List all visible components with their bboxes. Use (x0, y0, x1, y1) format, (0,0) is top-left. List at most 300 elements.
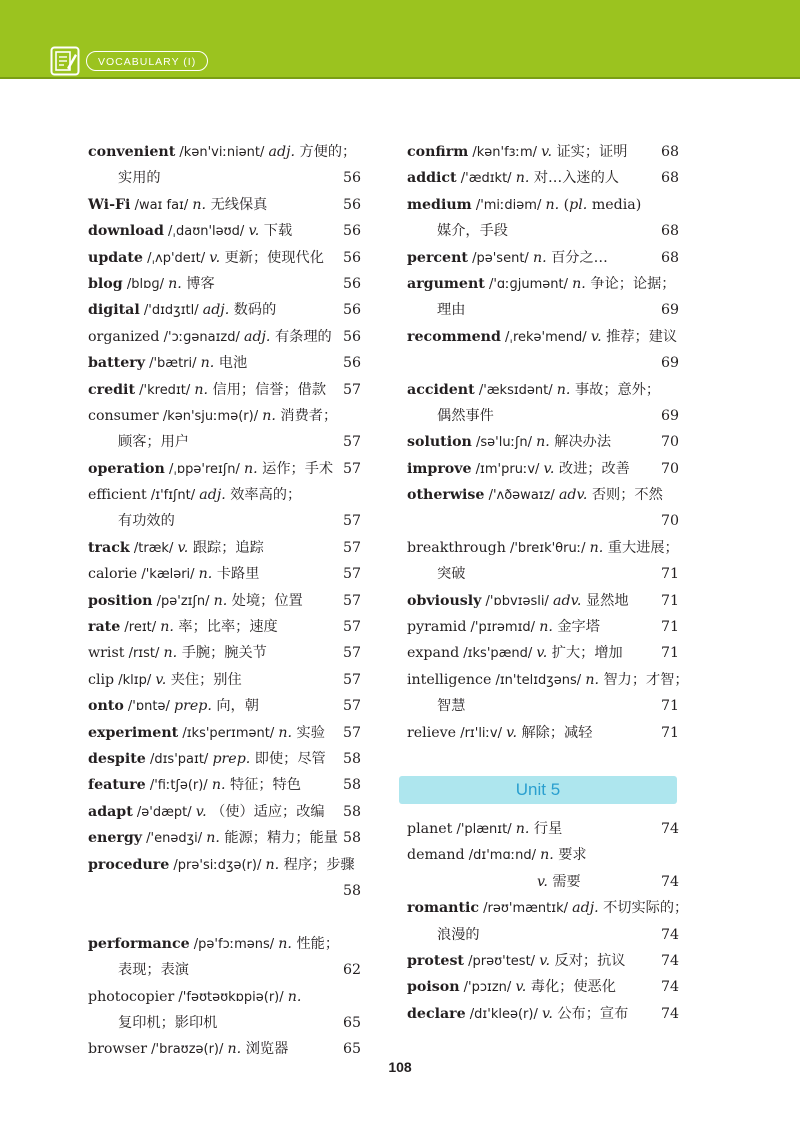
vocab-headword-line (88, 614, 278, 641)
part-of-speech: v. (506, 724, 517, 741)
headword: declare (407, 1005, 466, 1022)
vocab-line (88, 667, 361, 693)
pronunciation: /dɪ'kleə(r)/ (465, 1006, 542, 1022)
definition-text: media) (587, 196, 642, 213)
pronunciation: /'enədʒi/ (142, 831, 207, 847)
part-of-speech: n. (163, 645, 178, 662)
vocab-line (88, 746, 361, 772)
part-of-speech: n. (572, 275, 586, 292)
vocab-line (407, 561, 679, 587)
part-of-speech: v. (539, 952, 551, 969)
vocab-headword-line (407, 588, 629, 615)
part-of-speech: v. (155, 671, 167, 688)
page-reference: 69 (660, 355, 679, 372)
vocab-continuation: 浪漫的 (437, 926, 480, 943)
vocab-headword-line (407, 614, 600, 641)
vocab-line (407, 456, 679, 482)
page-reference: 58 (342, 777, 361, 794)
vocab-line (407, 377, 679, 403)
definition-text: 公布；宣布 (552, 1005, 629, 1022)
vocab-line (88, 957, 361, 983)
page-reference: 57 (342, 539, 361, 556)
vocab-continuation: 智慧 (437, 698, 466, 715)
headword: rate (88, 619, 121, 636)
definition-text: 信用；信誉；借款 (208, 381, 327, 398)
definition-text: 有条理的 (270, 328, 332, 345)
header-divider (0, 77, 800, 79)
headword: position (88, 592, 153, 609)
vocab-line (88, 271, 361, 297)
part-of-speech: n. (515, 820, 530, 837)
pronunciation: /klɪp/ (114, 672, 156, 688)
definition-text: 手腕；腕关节 (177, 645, 267, 662)
part-of-speech: n. (278, 935, 292, 952)
section-label: VOCABULARY (I) (86, 51, 208, 71)
page-reference: 58 (342, 803, 361, 820)
pronunciation: /waɪ faɪ/ (130, 197, 193, 213)
definition-text: efficient (88, 487, 147, 504)
headword: experiment (88, 724, 179, 741)
vocab-headword-line (88, 324, 332, 351)
definition-text: 行星 (529, 820, 563, 837)
definition-text: calorie (88, 566, 138, 583)
vocab-headword-line (88, 297, 276, 324)
definition-text: 消费者； (275, 407, 338, 424)
part-of-speech: n. (287, 988, 302, 1005)
pronunciation: /prə'siːdʒə(r)/ (169, 857, 266, 873)
part-of-speech: v. (515, 979, 527, 996)
page-reference: 74 (660, 952, 679, 969)
vocab-headword-line (407, 429, 611, 456)
vocab-line (407, 842, 679, 868)
part-of-speech: n. (532, 249, 547, 266)
page-reference: 56 (342, 196, 361, 213)
vocab-line (88, 614, 361, 640)
page-reference: 70 (660, 513, 679, 530)
definition-text: 下载 (259, 223, 293, 240)
definition-text: 改进；改善 (554, 460, 630, 477)
part-of-speech: v. (209, 249, 221, 266)
vocab-headword-line (88, 535, 264, 562)
pronunciation: /pə'zɪʃn/ (152, 593, 214, 609)
vocab-headword-line (407, 1001, 628, 1028)
definition-text: demand (407, 847, 465, 864)
headword: accident (407, 381, 475, 398)
vocab-line (407, 974, 679, 1000)
pronunciation: /kən'sjuːmə(r)/ (158, 408, 263, 424)
definition-text: 运作；手术 (257, 460, 334, 477)
definition-text: 智力；才智； (598, 671, 689, 688)
part-of-speech: v. (541, 1005, 553, 1022)
page-number: 108 (388, 1059, 412, 1075)
vocab-continuation: 媒介，手段 (437, 223, 508, 240)
headword: adapt (88, 803, 133, 820)
section-gap (88, 904, 361, 930)
page-reference: 74 (660, 1005, 679, 1022)
page-reference: 65 (342, 1014, 361, 1031)
headword: medium (407, 196, 472, 213)
part-of-speech: n. (556, 381, 571, 398)
vocab-continuation: 偶然事件 (437, 407, 494, 424)
pronunciation: /pə'sent/ (467, 250, 533, 266)
pronunciation: /'ɑːɡjumənt/ (484, 276, 573, 292)
definition-text: 处境；位置 (227, 592, 303, 609)
part-of-speech: n. (545, 196, 560, 213)
pronunciation: /'kredɪt/ (135, 382, 195, 398)
vocab-headword-line (407, 842, 587, 869)
definition-text: 需要 (547, 873, 581, 890)
headword: romantic (407, 900, 480, 917)
headword: blog (88, 275, 123, 292)
vocab-line (88, 878, 361, 904)
definition-text: 解决办法 (549, 434, 612, 451)
definition-text: photocopier (88, 988, 175, 1005)
part-of-speech: n. (515, 170, 530, 187)
headword: Wi-Fi (88, 196, 131, 213)
vocab-headword-line (88, 825, 338, 852)
part-of-speech: n. (211, 777, 226, 794)
pronunciation: /'miːdiəm/ (471, 197, 546, 213)
definition-text: relieve (407, 724, 457, 741)
pronunciation: /rəʊ'mæntɪk/ (479, 901, 573, 917)
pronunciation: /'pɪrəmɪd/ (466, 620, 540, 636)
page-reference: 71 (660, 645, 679, 662)
vocab-headword-line (407, 139, 627, 166)
page-reference: 58 (342, 830, 361, 847)
page-reference: 74 (660, 873, 679, 890)
headword: argument (407, 275, 485, 292)
part-of-speech: adj. (572, 900, 599, 917)
page-reference: 65 (342, 1041, 361, 1058)
headword: protest (407, 952, 464, 969)
vocab-line (88, 772, 361, 798)
definition-text: 实验 (292, 724, 325, 741)
pronunciation: /pə'fɔːməns/ (189, 936, 279, 952)
headword: otherwise (407, 487, 485, 504)
vocab-line (407, 922, 679, 948)
definition-text: 卡路里 (212, 566, 260, 583)
vocab-line (407, 693, 679, 719)
definition-text: 百分之… (546, 249, 608, 266)
vocab-continuation: 理由 (437, 302, 466, 319)
definition-text: ( (559, 196, 570, 213)
vocab-line (407, 271, 679, 297)
page-reference: 57 (342, 671, 361, 688)
part-of-speech: prep. (173, 698, 212, 715)
vocab-line (88, 403, 361, 429)
vocab-line (407, 324, 679, 350)
headword: track (88, 539, 130, 556)
part-of-speech: adj. (268, 144, 295, 160)
vocab-line (407, 192, 679, 218)
notebook-pencil-icon (50, 46, 80, 76)
vocab-headword-line (88, 640, 267, 667)
definition-text: 证实；证明 (551, 144, 628, 160)
part-of-speech: n. (540, 847, 554, 864)
page-reference: 70 (660, 434, 679, 451)
pronunciation: /prəʊ'test/ (463, 953, 540, 969)
vocab-headword-line (88, 667, 242, 694)
page-reference: 57 (342, 698, 361, 715)
definition-text: 无线保真 (206, 196, 268, 213)
vocab-line (88, 350, 361, 376)
definition-text: 更新；使现代化 (220, 249, 324, 266)
vocab-line (407, 482, 679, 508)
page-reference: 56 (342, 355, 361, 372)
vocab-continuation: 顾客；用户 (118, 434, 189, 451)
vocab-continuation: 有功效的 (118, 513, 175, 530)
vocab-continuation: 突破 (437, 566, 466, 583)
definition-text: intelligence (407, 671, 492, 688)
part-of-speech: n. (265, 856, 280, 873)
headword: convenient (88, 144, 176, 160)
pronunciation: /ə'dæpt/ (132, 804, 196, 820)
part-of-speech: adj. (199, 487, 226, 504)
vocab-headword-line (407, 948, 625, 975)
vocab-headword-line (407, 974, 616, 1001)
page-reference: 71 (660, 698, 679, 715)
definition-text: clip (88, 671, 115, 688)
pronunciation: /dɪs'paɪt/ (145, 751, 213, 767)
page-reference: 57 (342, 645, 361, 662)
headword: recommend (407, 328, 501, 345)
vocab-line (88, 245, 361, 271)
headword: onto (88, 698, 124, 715)
definition-text: 争论；论据； (585, 275, 676, 292)
vocab-headword-line (88, 561, 259, 588)
vocab-headword-line (88, 588, 303, 615)
part-of-speech: n. (536, 434, 550, 451)
page-reference: 57 (342, 724, 361, 741)
vocab-headword-line (88, 772, 301, 799)
vocab-continuation: 复印机；影印机 (118, 1014, 218, 1031)
pronunciation: /'bætri/ (144, 356, 201, 372)
vocab-headword-line (88, 245, 324, 272)
vocab-line (407, 588, 679, 614)
vocab-line (407, 667, 689, 693)
vocab-line (407, 816, 679, 842)
headword: energy (88, 830, 143, 847)
left-column (88, 139, 361, 1063)
unit-banner: Unit 5 (399, 776, 677, 804)
vocab-line (88, 456, 361, 482)
vocab-line (407, 895, 689, 921)
page-reference: 56 (342, 302, 361, 319)
definition-text: 夹住；别住 (166, 671, 242, 688)
part-of-speech: n. (589, 539, 604, 556)
vocab-headword-line (407, 640, 623, 667)
part-of-speech: n. (243, 460, 258, 477)
vocab-headword-line (88, 984, 301, 1011)
headword: improve (407, 460, 472, 477)
pronunciation: /ɪ'fɪʃnt/ (146, 488, 200, 504)
headword: confirm (407, 144, 469, 160)
definition-text: 浏览器 (241, 1041, 289, 1058)
part-of-speech: v. (177, 539, 189, 556)
page-reference: 71 (660, 592, 679, 609)
page-reference: 70 (660, 460, 679, 477)
headword: operation (88, 460, 165, 477)
part-of-speech: v. (537, 873, 548, 890)
headword: addict (407, 170, 457, 187)
pronunciation: /'ʌðəwaɪz/ (484, 488, 559, 504)
part-of-speech: v. (536, 645, 548, 662)
vocab-line (88, 984, 361, 1010)
part-of-speech: n. (539, 619, 553, 636)
part-of-speech: n. (585, 671, 599, 688)
definition-text: 显然地 (581, 592, 629, 609)
pronunciation: /træk/ (129, 540, 178, 556)
vocab-headword-line (88, 192, 267, 219)
pronunciation: /sə'luːʃn/ (471, 435, 537, 451)
definition-text: 推荐；建议 (601, 328, 678, 345)
part-of-speech: v. (541, 144, 552, 160)
part-of-speech: pl. (569, 196, 588, 213)
page-reference: 57 (342, 434, 361, 451)
vocab-continuation (537, 869, 581, 895)
definition-text: 要求 (553, 847, 587, 864)
page-reference: 69 (660, 407, 679, 424)
pronunciation: /ɪks'pænd/ (459, 646, 537, 662)
vocab-headword-line (88, 139, 356, 166)
vocab-line (88, 825, 361, 851)
vocab-continuation: 表现；表演 (118, 962, 189, 979)
vocab-line (88, 297, 361, 323)
vocab-line (88, 482, 361, 508)
vocab-line (88, 429, 361, 455)
headword: despite (88, 750, 146, 767)
vocab-line (407, 948, 679, 974)
vocab-line (88, 799, 361, 825)
page-reference: 56 (342, 275, 361, 292)
vocab-line (88, 720, 361, 746)
pronunciation: /'æksɪdənt/ (474, 382, 557, 398)
pronunciation: /ɪn'telɪdʒəns/ (491, 672, 586, 688)
vocab-line (407, 218, 679, 244)
part-of-speech: n. (194, 381, 209, 398)
page-reference: 57 (342, 460, 361, 477)
definition-text: 率；比率；速度 (173, 619, 278, 636)
definition-text: expand (407, 645, 460, 662)
part-of-speech: n. (262, 407, 276, 424)
headword: download (88, 223, 164, 240)
pronunciation: /'ɔːɡənaɪzd/ (159, 329, 244, 345)
page-reference: 56 (342, 328, 361, 345)
pronunciation: /'ɒbvɪəsli/ (481, 593, 554, 609)
vocab-line (407, 139, 679, 165)
unit4-entry-list (407, 139, 689, 746)
page-reference: 57 (342, 513, 361, 530)
vocab-headword-line (407, 245, 608, 272)
vocab-line (407, 245, 679, 271)
vocab-headword-line (407, 895, 688, 922)
vocab-headword-line (88, 799, 325, 826)
page-reference: 57 (342, 619, 361, 636)
vocab-line (407, 640, 679, 666)
definition-text: 性能； (291, 935, 340, 952)
part-of-speech: n. (192, 196, 207, 213)
vocab-headword-line (88, 350, 247, 377)
vocab-line (88, 192, 361, 218)
vocab-headword-line (88, 746, 326, 773)
vocab-line (88, 139, 361, 165)
definition-text: 扩大；增加 (547, 645, 623, 662)
pronunciation: /ɪm'pruːv/ (471, 461, 544, 477)
vocab-line (407, 614, 679, 640)
definition-text: 对…入迷的人 (529, 170, 619, 187)
vocab-headword-line (88, 720, 325, 747)
vocab-headword-line (88, 271, 215, 298)
pronunciation: /ˌdaʊn'ləʊd/ (163, 224, 249, 240)
vocab-line (88, 377, 361, 403)
vocab-line (88, 1010, 361, 1036)
pronunciation: /'fiːtʃə(r)/ (145, 778, 212, 794)
vocab-headword-line (407, 456, 630, 483)
definition-text: 否则；不然 (587, 487, 663, 504)
page-reference: 57 (342, 566, 361, 583)
vocab-headword-line (407, 816, 562, 843)
definition-text: 金字塔 (552, 619, 600, 636)
page-reference: 71 (660, 566, 679, 583)
page-reference: 74 (660, 926, 679, 943)
pronunciation: /blɒɡ/ (122, 276, 169, 292)
part-of-speech: n. (227, 1041, 242, 1058)
vocab-headword-line (88, 377, 326, 404)
right-column (407, 139, 689, 1027)
vocab-headword-line (88, 403, 337, 430)
part-of-speech: adj. (202, 302, 230, 319)
page-reference: 62 (342, 962, 361, 979)
pronunciation: /'ædɪkt/ (456, 171, 516, 187)
pronunciation: /ˌrekə'mend/ (500, 329, 591, 345)
definition-text: organized (88, 328, 160, 345)
part-of-speech: v. (248, 223, 260, 240)
pronunciation: /dɪ'mɑːnd/ (464, 848, 541, 864)
part-of-speech: n. (200, 355, 215, 372)
pronunciation: /'breɪk'θruː/ (505, 540, 590, 556)
pronunciation: /ˌʌp'deɪt/ (142, 250, 210, 266)
definition-text: 程序；步骤 (279, 856, 355, 873)
pronunciation: /'ɒntə/ (123, 699, 174, 715)
vocab-line (88, 931, 361, 957)
definition-text: 方便的； (294, 144, 357, 160)
definition-text: 毒化；使恶化 (526, 979, 616, 996)
pronunciation: /'kæləri/ (137, 567, 199, 583)
page-reference: 57 (342, 381, 361, 398)
page-reference: 68 (660, 223, 679, 240)
vocab-line (407, 1001, 679, 1027)
vocab-line (407, 165, 679, 191)
part-of-speech: n. (160, 619, 174, 636)
vocab-line (407, 869, 679, 895)
part-of-speech: v. (195, 803, 207, 820)
definition-text: 重大进展； (603, 539, 679, 556)
unit5-entry-list (407, 816, 689, 1027)
page-reference: 58 (342, 750, 361, 767)
definition-text: 事故；意外； (570, 381, 661, 398)
headword: solution (407, 434, 472, 451)
page-reference: 68 (660, 249, 679, 266)
vocab-headword-line (407, 667, 689, 694)
part-of-speech: n. (213, 592, 228, 609)
vocab-line (407, 508, 679, 534)
vocab-line (407, 720, 679, 746)
vocab-line (407, 350, 679, 376)
definition-text: 反对；抗议 (550, 952, 626, 969)
definition-text: 效率高的； (225, 487, 302, 504)
pronunciation: /ɪks'perɪmənt/ (178, 725, 279, 741)
vocab-line (88, 324, 361, 350)
